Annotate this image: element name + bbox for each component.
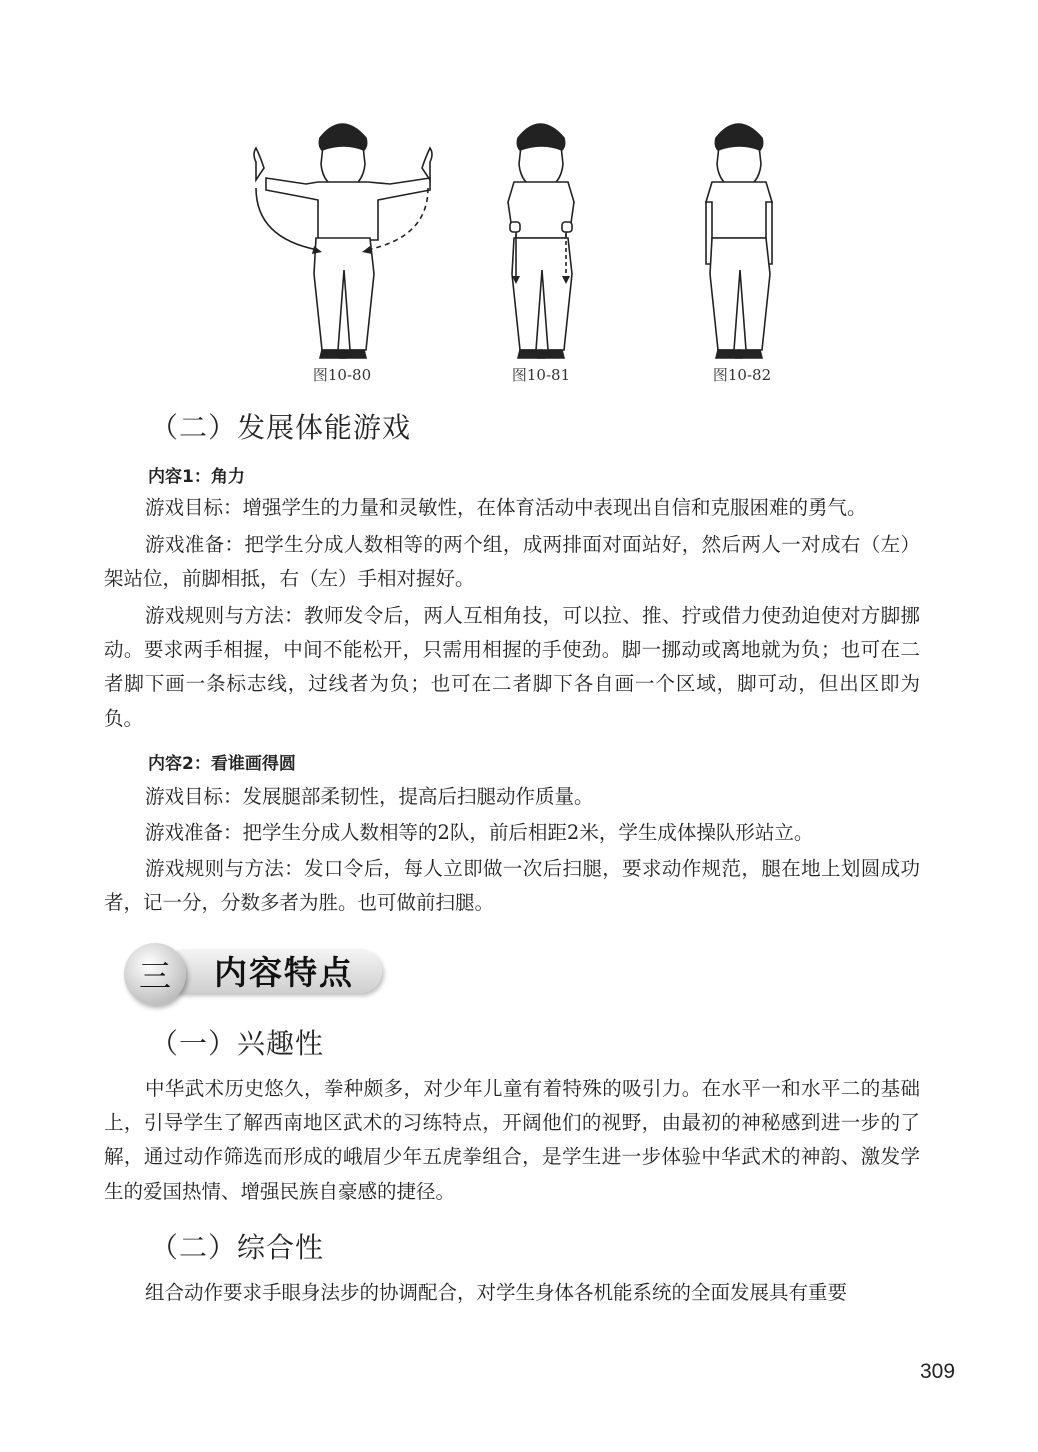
figure-caption-10-82: 图10-82 (712, 366, 772, 384)
content1-preparation: 游戏准备：把学生分成人数相等的两个组，成两排面对面站好，然后两人一对成右（左）架站位，前脚相抵，右（左）手相对握好。 (104, 533, 920, 591)
content1-rules: 游戏规则与方法：教师发令后，两人互相角技，可以拉、推、拧或借力使劲迫使对方脚挪动。要求两手相握，中间不能松开，只需用相握的手使劲。脚一挪动或离地就为负；也可在二者脚下画一条标志线，过线者为负；也可在二者脚下各自画一个区域，脚可动，但出区即为负。 (104, 604, 920, 730)
section-number: 三 (138, 957, 171, 995)
content2-goal: 游戏目标：发展腿部柔韧性，提高后扫腿动作质量。 (145, 785, 594, 808)
figure-caption-10-81: 图10-81 (511, 366, 571, 384)
section-number-badge (124, 943, 186, 1005)
heading-comprehensive: （二）综合性 (150, 1231, 325, 1264)
interest-paragraph: 中华武术历史悠久，拳种颇多，对少年儿童有着特殊的吸引力。在水平一和水平二的基础上，引导学生了解西南地区武术的习练特点，开阔他们的视野，由最初的神秘感到进一步的了解，通过动作筛选而形成的峨眉少年五虎拳组合，是学生进一步体验中华武术的神韵、激发学生的爱国热情、增强民族自豪感的捷径。 (104, 1077, 920, 1203)
figure-10-81 (486, 118, 596, 363)
section-banner (124, 943, 384, 1003)
heading-interest: （一）兴趣性 (150, 1027, 325, 1060)
content2-title: 内容2：看谁画得圆 (148, 754, 296, 774)
figure-caption-10-80: 图10-80 (312, 366, 372, 384)
figure-10-82 (684, 118, 794, 363)
section-heading-physical-games: （二）发展体能游戏 (150, 411, 412, 444)
content1-goal: 游戏目标：增强学生的力量和灵敏性，在体育活动中表现出自信和克服困难的勇气。 (145, 496, 867, 519)
page-number: 309 (920, 1360, 956, 1383)
content2-rules: 游戏规则与方法：发口令后，每人立即做一次后扫腿，要求动作规范，腿在地上划圆成功者，记一分，分数多者为胜。也可做前扫腿。 (104, 857, 920, 915)
content2-preparation: 游戏准备：把学生分成人数相等的2队，前后相距2米，学生成体操队形站立。 (145, 821, 814, 844)
content1-title: 内容1：角力 (148, 467, 245, 487)
comprehensive-paragraph: 组合动作要求手眼身法步的协调配合，对学生身体各机能系统的全面发展具有重要 (145, 1281, 848, 1304)
section-title: 内容特点 (214, 953, 354, 992)
figure-10-80 (238, 118, 448, 363)
